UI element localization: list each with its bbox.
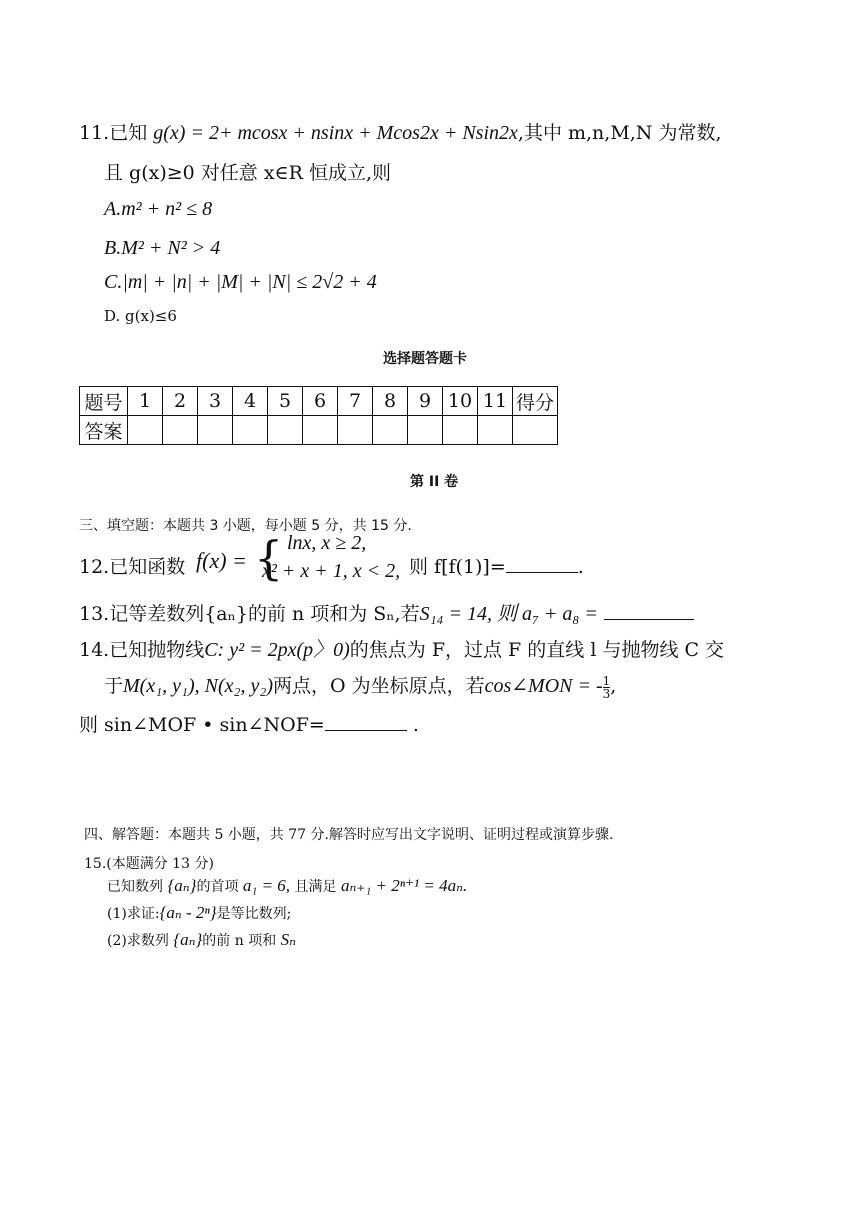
q11-suffix: ,其中 m,n,M,N 为常数, [517, 122, 722, 144]
q14-line1-suffix: 的焦点为 F，过点 F 的直线 l 与抛物线 C 交 [349, 639, 725, 661]
q12-brace: { [254, 531, 284, 585]
answer-card-score-label: 得分 [513, 387, 558, 416]
answer-card-table [79, 386, 558, 445]
q15-part2-sum: Sₙ [280, 930, 297, 949]
answer-cell[interactable] [338, 416, 373, 445]
q15-seq: {aₙ} [167, 876, 197, 895]
q15-line1-suffix: 且满足 [294, 879, 337, 895]
q14-line1 [79, 633, 724, 662]
answer-card-title: 选择题答题卡 [383, 351, 467, 367]
q15-title: 15.(本题满分 13 分) [84, 856, 214, 872]
answer-card-number: 8 [373, 387, 408, 416]
q12-fx: f(x) = [196, 548, 247, 573]
q15-part2-mid: 的前 n 项和 [202, 933, 277, 949]
answer-card-header-label: 题号 [80, 387, 128, 416]
q11-option-b: B.M² + N² > 4 [104, 237, 221, 259]
answer-cell[interactable] [268, 416, 303, 445]
answer-cell[interactable] [443, 416, 478, 445]
q15-line1-prefix: 已知数列 [107, 879, 163, 895]
answer-cell[interactable] [128, 416, 163, 445]
answer-cell[interactable] [373, 416, 408, 445]
answer-cell[interactable] [303, 416, 338, 445]
q14-line3 [79, 710, 419, 737]
q14-points: M(x₁, y₁), N(x₂, y₂) [123, 675, 273, 697]
answer-card-number: 5 [268, 387, 303, 416]
q12-prefix: 12.已知函数 [79, 556, 186, 578]
answer-cell[interactable] [478, 416, 513, 445]
q11-line2: 且 g(x)≥0 对任意 x∈R 恒成立,则 [104, 162, 391, 184]
q12-answer-blank[interactable] [506, 554, 578, 573]
section-4-heading: 四、解答题：本题共 5 小题，共 77 分.解答时应写出文字说明、证明过程或演算步骤. [84, 827, 614, 843]
q15-recurrence: aₙ₊₁ + 2ⁿ⁺¹ = 4aₙ. [340, 876, 468, 895]
q15-part1-prefix: (1)求证: [107, 906, 160, 922]
answer-card-number: 10 [443, 387, 478, 416]
answer-cell[interactable] [233, 416, 268, 445]
q14-prefix: 14.已知抛物线 [79, 639, 205, 661]
answer-cell[interactable] [408, 416, 443, 445]
answer-card-number: 2 [163, 387, 198, 416]
q14-line3-text: 则 sin∠MOF • sin∠NOF= [79, 714, 325, 736]
answer-cell[interactable] [163, 416, 198, 445]
answer-card-number: 9 [408, 387, 443, 416]
volume-2-title: 第 II 卷 [410, 474, 459, 490]
answer-card-answer-label: 答案 [80, 416, 128, 445]
answer-card-number: 11 [478, 387, 513, 416]
q12-case-2: x² + x + 1, x < 2, [262, 560, 401, 582]
q13-answer-blank[interactable] [604, 601, 694, 620]
q15-part1-suffix: 是等比数列; [216, 906, 292, 922]
q11-option-d: D. g(x)≤6 [104, 307, 177, 325]
q11-option-c: C.|m| + |n| + |M| + |N| ≤ 2√2 + 4 [104, 271, 377, 293]
q15-part2-seq: {aₙ} [173, 930, 203, 949]
q14-line2 [104, 671, 616, 700]
q12-suffix: 则 f[f(1)]= [409, 556, 506, 578]
answer-card-answer-row [80, 416, 558, 445]
q15-part2-prefix: (2)求数列 [107, 933, 169, 949]
answer-cell[interactable] [198, 416, 233, 445]
q15-part1 [107, 903, 291, 923]
q15-first-term: a₁ = 6, [242, 876, 291, 895]
q13-prefix: 13.记等差数列{aₙ}的前 n 项和为 Sₙ,若 [79, 603, 420, 625]
answer-card-number: 7 [338, 387, 373, 416]
q14-cos: cos∠MON = - [484, 675, 603, 697]
q11-formula: g(x) = 2+ mcosx + nsinx + Mcos2x + Nsin2x [153, 122, 518, 144]
q15-part2 [107, 930, 296, 950]
q15-line1 [107, 876, 467, 896]
q14-frac-den: 3 [602, 686, 611, 701]
q14-line2-end: , [610, 675, 617, 697]
answer-card-number: 4 [233, 387, 268, 416]
score-cell[interactable] [513, 416, 558, 445]
q13-formula: S₁₄ = 14, 则 a₇ + a₈ = [419, 603, 598, 625]
q12-suffix-line [409, 552, 584, 579]
section-3-heading: 三、填空题：本题共 3 小题，每小题 5 分，共 15 分. [79, 518, 412, 534]
q13-line [79, 597, 694, 626]
answer-card-header-row [80, 387, 558, 416]
answer-card-number: 3 [198, 387, 233, 416]
q12-case-1: lnx, x ≥ 2, [287, 532, 367, 554]
q11-option-a: A.m² + n² ≤ 8 [104, 198, 213, 220]
q15-part1-formula: {aₙ - 2ⁿ} [159, 903, 217, 922]
q14-line2-mid: 两点，O 为坐标原点，若 [272, 675, 485, 697]
q14-line3-end: . [412, 714, 419, 736]
q11-line1 [79, 118, 722, 145]
q15-line1-mid: 的首项 [196, 879, 239, 895]
q11-prefix: 11.已知 [79, 122, 154, 144]
q12-end: . [577, 556, 584, 578]
q14-answer-blank[interactable] [325, 712, 407, 731]
q14-parabola: C: y² = 2px(p〉0) [204, 639, 350, 661]
q14-frac-num: 1 [602, 673, 611, 688]
answer-card-number: 1 [128, 387, 163, 416]
answer-card-number: 6 [303, 387, 338, 416]
q14-line2-prefix: 于 [104, 675, 124, 697]
